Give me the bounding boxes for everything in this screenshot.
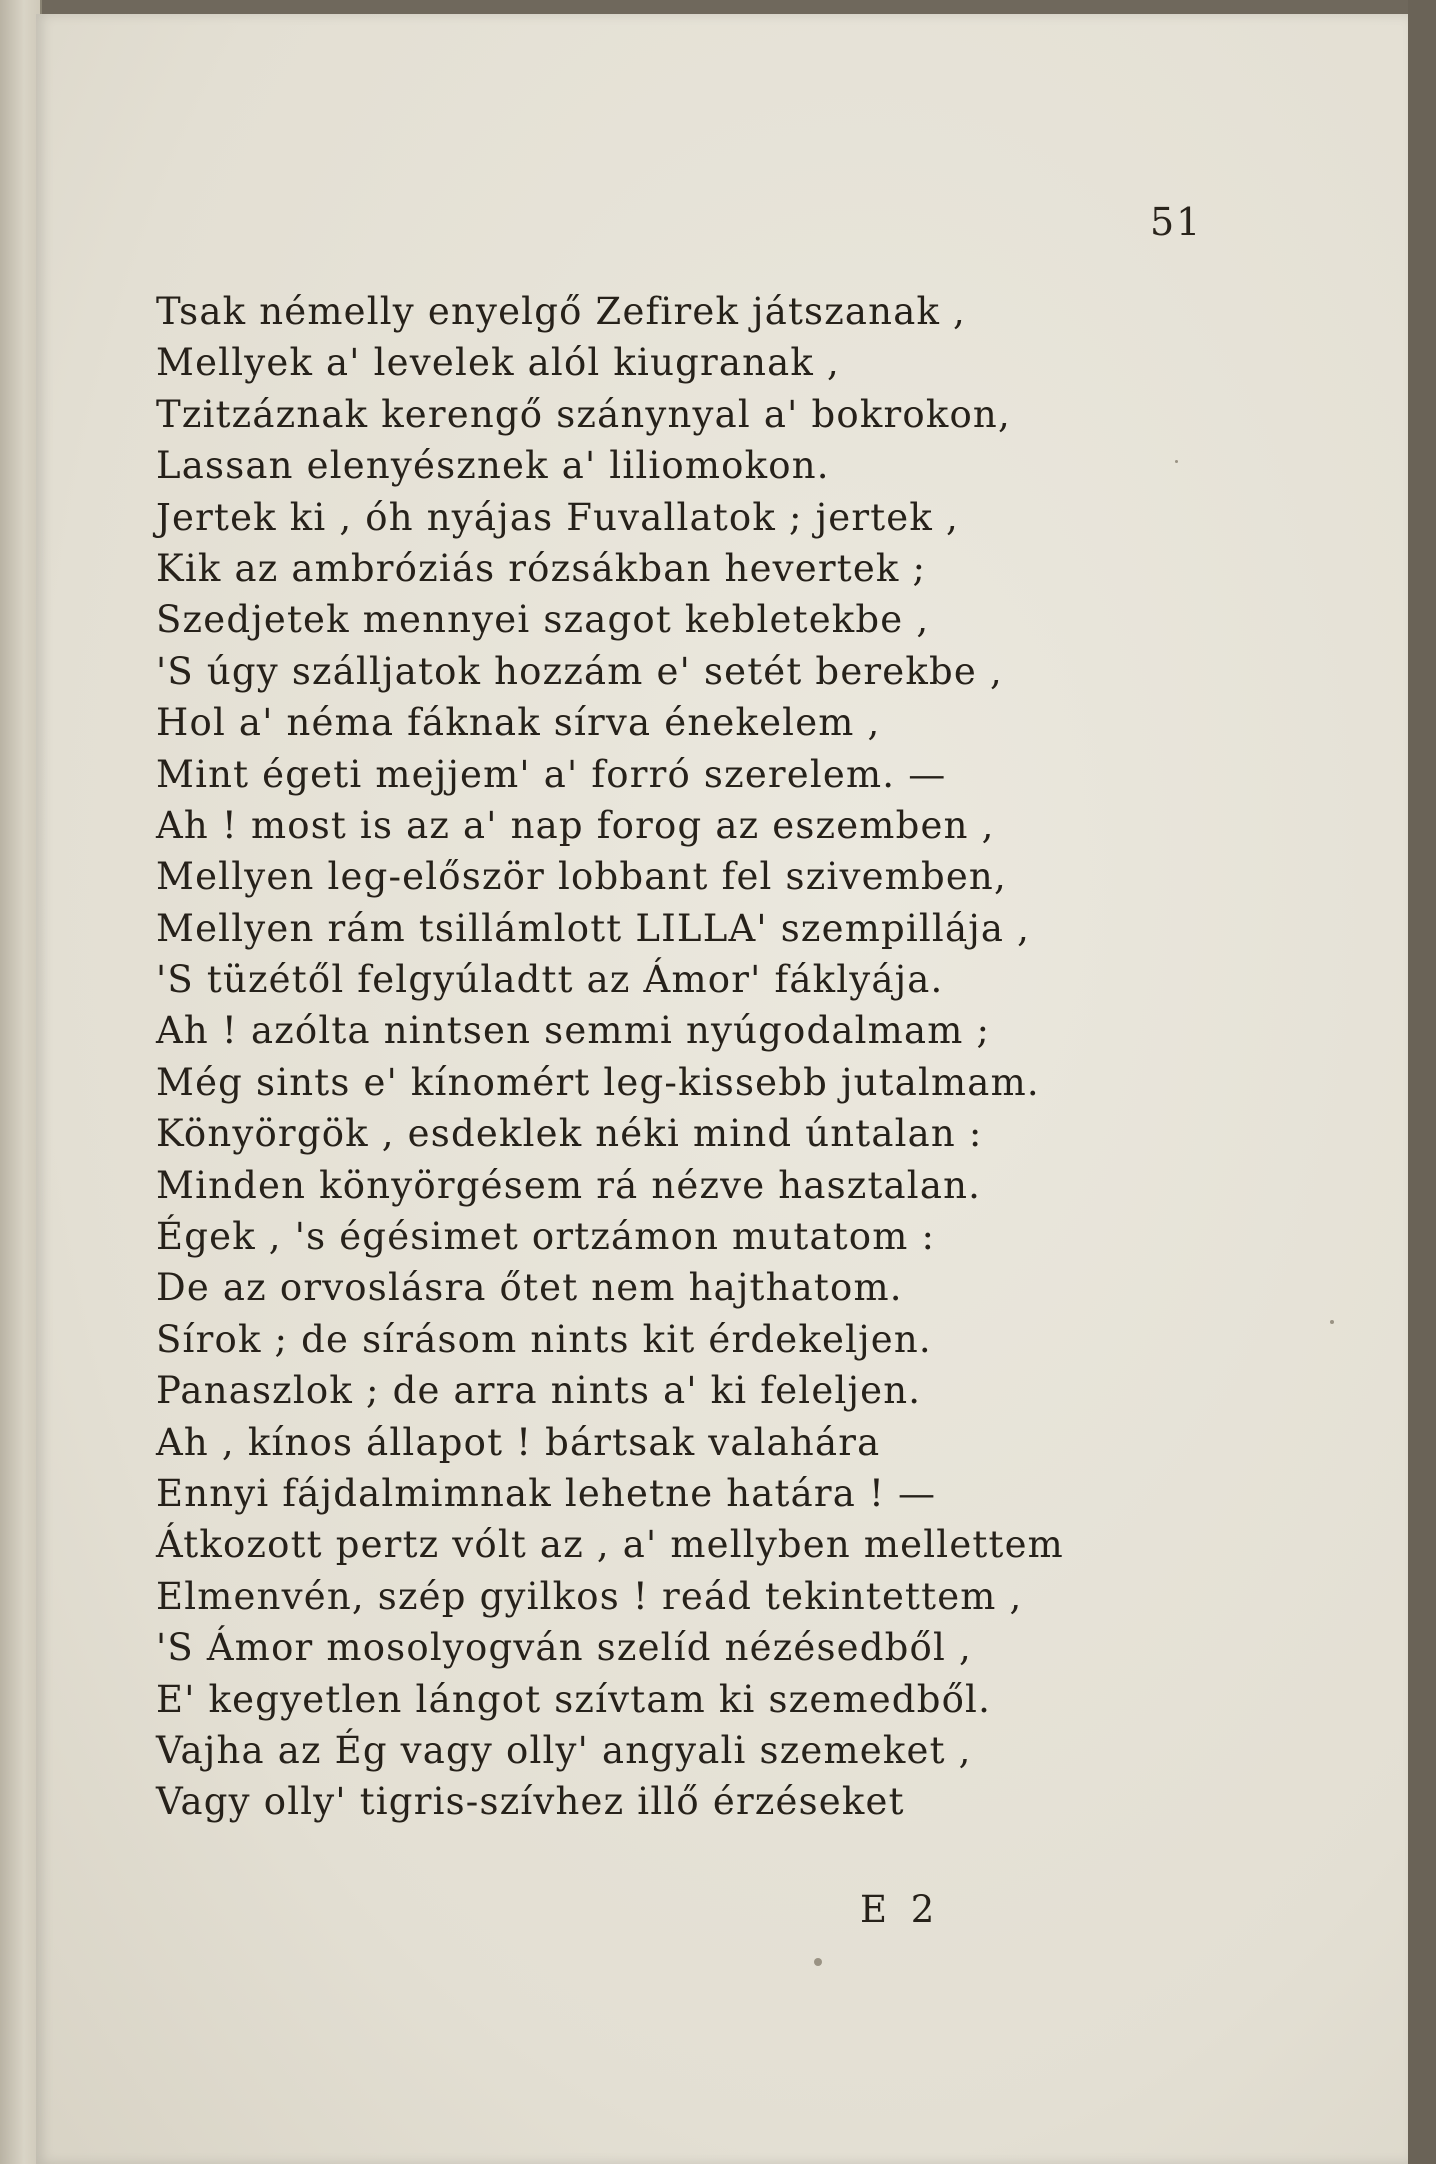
poem-line: 'S Ámor mosolyogván szelíd nézésedből , bbox=[156, 1626, 972, 1670]
poem-line: Vajha az Ég vagy olly' angyali szemeket , bbox=[156, 1728, 972, 1772]
poem-line: Elmenvén, szép gyilkos ! reád tekintettem , bbox=[156, 1574, 1023, 1618]
paper-speck bbox=[1175, 460, 1178, 463]
poem-line: Mellyen rám tsillámlott LILLA' szempillája , bbox=[156, 906, 1031, 950]
poem-line: Mellyek a' levelek alól kiugranak , bbox=[156, 341, 840, 385]
poem-line: E' kegyetlen lángot szívtam ki szemedből. bbox=[156, 1677, 992, 1721]
poem-line: Ah , kínos állapot ! bártsak valahára bbox=[156, 1420, 881, 1464]
paper-speck bbox=[814, 1958, 822, 1966]
poem-text bbox=[156, 286, 1236, 1828]
page-gutter bbox=[1408, 0, 1436, 2164]
page-number: 51 bbox=[1150, 200, 1203, 244]
poem-line: Könyörgök , esdeklek néki mind úntalan : bbox=[156, 1112, 983, 1156]
poem-line: Minden könyörgésem rá nézve hasztalan. bbox=[156, 1163, 982, 1207]
poem-line: Még sints e' kínomért leg-kissebb jutalmam. bbox=[156, 1060, 1040, 1104]
poem-line: Szedjetek mennyei szagot kebletekbe , bbox=[156, 598, 930, 642]
poem-line: Panaszlok ; de arra nints a' ki feleljen. bbox=[156, 1369, 922, 1413]
paper-speck bbox=[1330, 1320, 1334, 1324]
poem-line: Átkozott pertz vólt az , a' mellyben mellettem bbox=[156, 1523, 1064, 1567]
poem-line: Tzitzáznak kerengő szánynyal a' bokrokon, bbox=[156, 392, 1011, 436]
signature-mark: E 2 bbox=[860, 1888, 941, 1931]
poem-line: Égek , 's égésimet ortzámon mutatom : bbox=[156, 1215, 936, 1259]
poem-line: 'S tüzétől felgyúladtt az Ámor' fáklyája. bbox=[156, 958, 944, 1002]
poem-line: Ennyi fájdalmimnak lehetne határa ! — bbox=[156, 1471, 937, 1515]
poem-line: Hol a' néma fáknak sírva énekelem , bbox=[156, 701, 881, 745]
poem-line: Kik az ambróziás rózsákban hevertek ; bbox=[156, 546, 927, 590]
poem-line: Lassan elenyésznek a' liliomokon. bbox=[156, 444, 830, 488]
poem-line: Mint égeti mejjem' a' forró szerelem. — bbox=[156, 752, 947, 796]
poem-line: 'S úgy szálljatok hozzám e' setét berekbe , bbox=[156, 649, 1003, 693]
poem-line: Sírok ; de sírásom nints kit érdekeljen. bbox=[156, 1317, 932, 1361]
poem-line: Jertek ki , óh nyájas Fuvallatok ; jertek , bbox=[156, 495, 959, 539]
poem-line: Ah ! azólta nintsen semmi nyúgodalmam ; bbox=[156, 1009, 991, 1053]
poem-line: Ah ! most is az a' nap forog az eszemben , bbox=[156, 803, 995, 847]
poem-line: De az orvoslásra őtet nem hajthatom. bbox=[156, 1266, 903, 1310]
poem-line: Tsak némelly enyelgő Zefirek játszanak , bbox=[156, 290, 967, 333]
poem-line: Vagy olly' tigris-szívhez illő érzéseket bbox=[156, 1780, 905, 1824]
poem-line: Mellyen leg-először lobbant fel szivemben, bbox=[156, 855, 1007, 899]
